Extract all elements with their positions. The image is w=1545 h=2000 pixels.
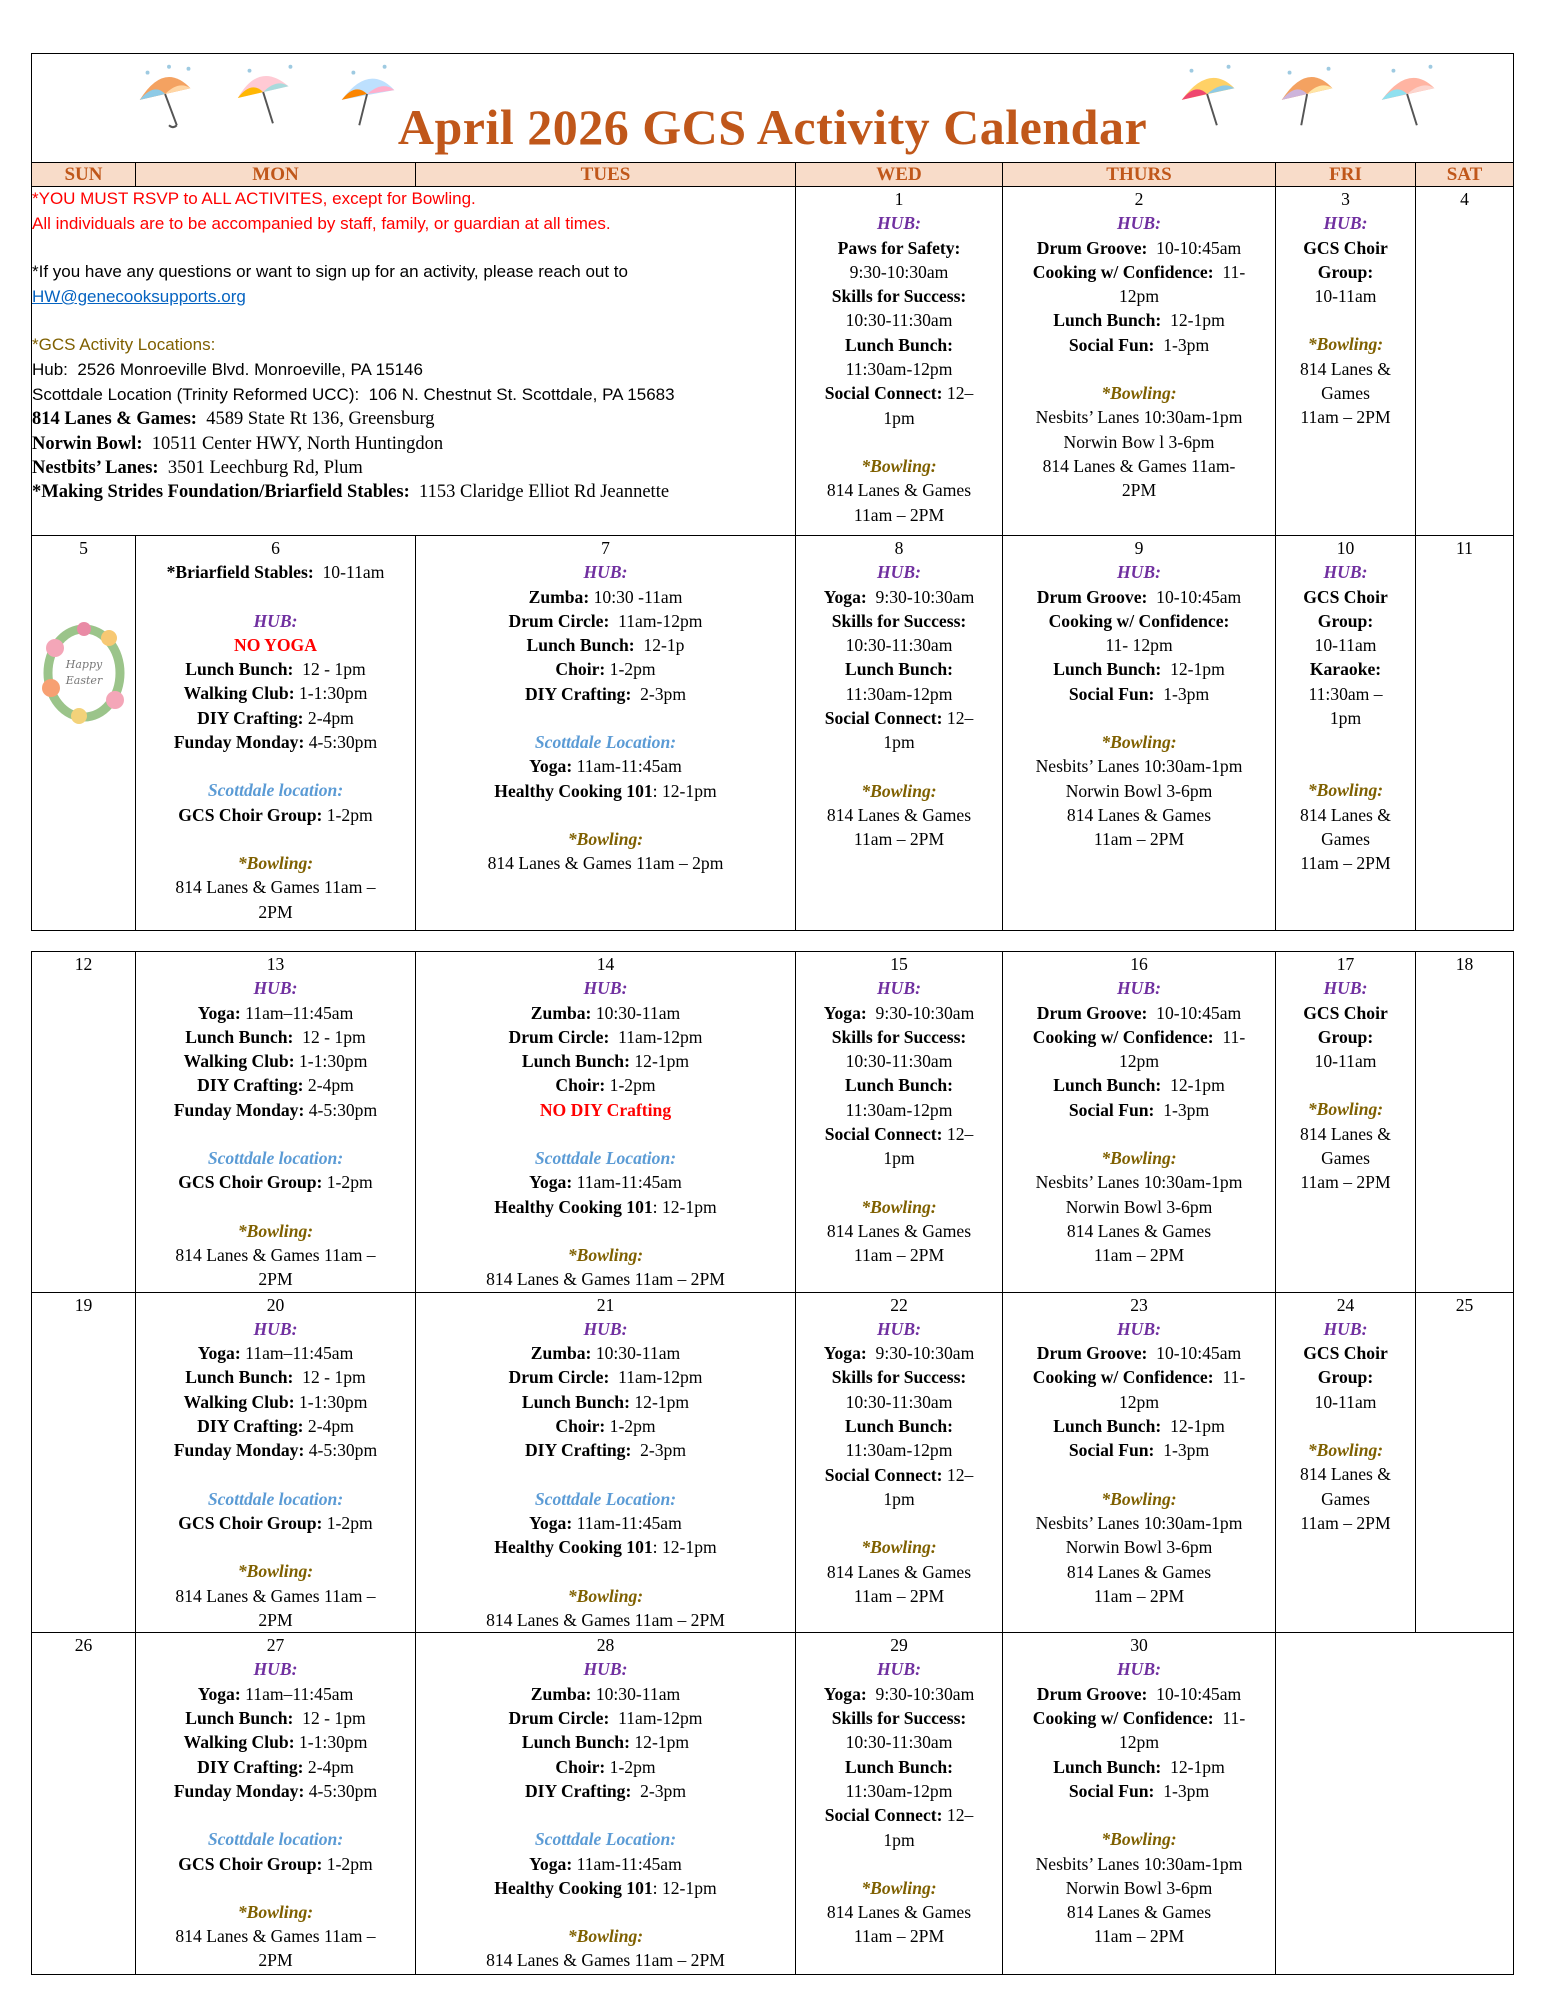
day-cell-5: 5 Happy Easter [32,536,136,931]
day-cell-26: 26 [32,1633,136,1975]
calendar-table-bottom [31,951,1514,1975]
nestbits-location: Nestbits’ Lanes: 3501 Leechburg Rd, Plum [32,458,363,479]
day-cell-24: 24 HUB: GCS Choir Group: 10-11am *Bowling: 814 Lanes & Games 11am – 2PM [1276,1292,1416,1633]
no-yoga-note: NO YOGA [234,634,317,655]
norwin-location: Norwin Bowl: 10511 Center HWY, North Huntingdon [32,433,444,454]
rsvp-note: *YOU MUST RSVP to ALL ACTIVITES, except for Bowling. [32,189,476,208]
weekday-tues: TUES [416,163,796,187]
day-cell-21: 21 HUB: Zumba: 10:30-11am Drum Circle: 11am-12pm Lunch Bunch: 12-1pm Choir: 1-2pm DIY Crafting: 2-3pm Scottdale Location: Yoga: 11am-11:45am Healthy Cooking 101: 12-1pm *Bowling: 814 Lanes & Games 11am – 2PM [416,1292,796,1633]
questions-note: *If you have any questions or want to sign up for an activity, please reach out to [32,262,628,282]
day-cell-17: 17 HUB: GCS Choir Group: 10-11am *Bowling: 814 Lanes & Games 11am – 2PM [1276,952,1416,1293]
info-notes [32,187,796,536]
page-title: April 2026 GCS Activity Calendar [397,99,1148,155]
weekday-sat: SAT [1416,163,1514,187]
day-cell-15: 15 HUB: Yoga: 9:30-10:30am Skills for Success: 10:30-11:30am Lunch Bunch: 11:30am-12pm Social Connect: 12– 1pm *Bowling: 814 Lanes & Games 11am – 2PM [796,952,1003,1293]
empty-cell [1276,1633,1514,1975]
day-cell-27: 27 HUB: Yoga: 11am–11:45am Lunch Bunch: 12 - 1pm Walking Club: 1-1:30pm DIY Crafting: 2-4pm Funday Monday: 4-5:30pm Scottdale location: GCS Choir Group: 1-2pm *Bowling: 814 Lanes & Games 11am – 2PM [136,1633,416,1975]
accompany-note: All individuals are to be accompanied by staff, family, or guardian at all times. [32,213,611,233]
day-cell-1: 1 HUB: Paws for Safety: 9:30-10:30am Skills for Success: 10:30-11:30am Lunch Bunch: 11:30am-12pm Social Connect: 12– 1pm *Bowling: 814 Lanes & Games 11am – 2PM [796,187,1003,536]
day-cell-28: 28 HUB: Zumba: 10:30-11am Drum Circle: 11am-12pm Lunch Bunch: 12-1pm Choir: 1-2pm DIY Crafting: 2-3pm Scottdale Location: Yoga: 11am-11:45am Healthy Cooking 101: 12-1pm *Bowling: 814 Lanes & Games 11am – 2PM [416,1633,796,1975]
day-cell-2: 2 HUB: Drum Groove: 10-10:45am Cooking w/ Confidence: 11- 12pm Lunch Bunch: 12-1pm Social Fun: 1-3pm *Bowling: Nesbits’ Lanes 10:30am-1pm Norwin Bow l 3-6pm 814 Lanes & Games 11am- 2PM [1003,187,1276,536]
day-cell-22: 22 HUB: Yoga: 9:30-10:30am Skills for Success: 10:30-11:30am Lunch Bunch: 11:30am-12pm Social Connect: 12– 1pm *Bowling: 814 Lanes & Games 11am – 2PM [796,1292,1003,1633]
day-cell-6: 6 *Briarfield Stables: 10-11am HUB: NO YOGA Lunch Bunch: 12 - 1pm Walking Club: 1-1:30pm DIY Crafting: 2-4pm Funday Monday: 4-5:30pm Scottdale location: GCS Choir Group: 1-2pm *Bowling: 814 Lanes & Games 11am – 2PM [136,536,416,931]
day-cell-14: 14 HUB: Zumba: 10:30-11am Drum Circle: 11am-12pm Lunch Bunch: 12-1pm Choir: 1-2pm NO DIY Crafting Scottdale Location: Yoga: 11am-11:45am Healthy Cooking 101: 12-1pm *Bowling: 814 Lanes & Games 11am – 2PM [416,952,796,1293]
day-cell-10: 10 HUB: GCS Choir Group: 10-11am Karaoke: 11:30am – 1pm *Bowling: 814 Lanes & Games 11am – 2PM [1276,536,1416,931]
no-diy-note: NO DIY Crafting [539,1099,672,1120]
strides-location: *Making Strides Foundation/Briarfield Stables: 1153 Claridge Elliot Rd Jeannette [32,481,670,502]
day-cell-30: 30 HUB: Drum Groove: 10-10:45am Cooking w/ Confidence: 11- 12pm Lunch Bunch: 12-1pm Social Fun: 1-3pm *Bowling: Nesbits’ Lanes 10:30am-1pm Norwin Bowl 3-6pm 814 Lanes & Games 11am – 2PM [1003,1633,1276,1975]
day-cell-12: 12 [32,952,136,1293]
email-link[interactable]: HW@genecooksupports.org [32,286,246,306]
hub-location: Hub: 2526 Monroeville Blvd. Monroeville, PA 15146 [32,359,423,379]
day-cell-25: 25 [1416,1292,1514,1633]
locations-heading: *GCS Activity Locations: [32,335,216,355]
svg-text:Happy: Happy [65,658,102,672]
calendar-page [31,53,1513,1975]
weekday-fri: FRI [1276,163,1416,187]
day-cell-11: 11 [1416,536,1514,931]
day-cell-23: 23 HUB: Drum Groove: 10-10:45am Cooking w/ Confidence: 11- 12pm Lunch Bunch: 12-1pm Social Fun: 1-3pm *Bowling: Nesbits’ Lanes 10:30am-1pm Norwin Bowl 3-6pm 814 Lanes & Games 11am – 2PM [1003,1292,1276,1633]
day-cell-29: 29 HUB: Yoga: 9:30-10:30am Skills for Success: 10:30-11:30am Lunch Bunch: 11:30am-12pm Social Connect: 12– 1pm *Bowling: 814 Lanes & Games 11am – 2PM [796,1633,1003,1975]
day-cell-4: 4 [1416,187,1514,536]
weekday-thurs: THURS [1003,163,1276,187]
scottdale-location: Scottdale Location (Trinity Reformed UCC): 106 N. Chestnut St. Scottdale, PA 15683 [32,384,675,404]
svg-text:Easter: Easter [65,674,102,688]
title-banner [32,54,1514,163]
day-number: 1 [894,189,904,209]
day-cell-3: 3 HUB: GCS Choir Group: 10-11am *Bowling: 814 Lanes & Games 11am – 2PM [1276,187,1416,536]
easter-wreath-icon [39,618,129,728]
weekday-header [32,163,1514,187]
day-cell-20: 20 HUB: Yoga: 11am–11:45am Lunch Bunch: 12 - 1pm Walking Club: 1-1:30pm DIY Crafting: 2-4pm Funday Monday: 4-5:30pm Scottdale location: GCS Choir Group: 1-2pm *Bowling: 814 Lanes & Games 11am – 2PM [136,1292,416,1633]
weekday-mon: MON [136,163,416,187]
day-cell-9: 9 HUB: Drum Groove: 10-10:45am Cooking w/ Confidence: 11- 12pm Lunch Bunch: 12-1pm Social Fun: 1-3pm *Bowling: Nesbits’ Lanes 10:30am-1pm Norwin Bowl 3-6pm 814 Lanes & Games 11am – 2PM [1003,536,1276,931]
weekday-sun: SUN [32,163,136,187]
weekday-wed: WED [796,163,1003,187]
day-cell-7: 7 HUB: Zumba: 10:30 -11am Drum Circle: 11am-12pm Lunch Bunch: 12-1p Choir: 1-2pm DIY Crafting: 2-3pm Scottdale Location: Yoga: 11am-11:45am Healthy Cooking 101: 12-1pm *Bowling: 814 Lanes & Games 11am – 2pm [416,536,796,931]
calendar-table-top [31,53,1514,931]
day-cell-13: 13 HUB: Yoga: 11am–11:45am Lunch Bunch: 12 - 1pm Walking Club: 1-1:30pm DIY Crafting: 2-4pm Funday Monday: 4-5:30pm Scottdale location: GCS Choir Group: 1-2pm *Bowling: 814 Lanes & Games 11am – 2PM [136,952,416,1293]
day-cell-8: 8 HUB: Yoga: 9:30-10:30am Skills for Success: 10:30-11:30am Lunch Bunch: 11:30am-12pm Social Connect: 12– 1pm *Bowling: 814 Lanes & Games 11am – 2PM [796,536,1003,931]
day-cell-16: 16 HUB: Drum Groove: 10-10:45am Cooking w/ Confidence: 11- 12pm Lunch Bunch: 12-1pm Social Fun: 1-3pm *Bowling: Nesbits’ Lanes 10:30am-1pm Norwin Bowl 3-6pm 814 Lanes & Games 11am – 2PM [1003,952,1276,1293]
day-cell-19: 19 [32,1292,136,1633]
day-cell-18: 18 [1416,952,1514,1293]
lanes-location: 814 Lanes & Games: 4589 State Rt 136, Greensburg [32,409,435,430]
